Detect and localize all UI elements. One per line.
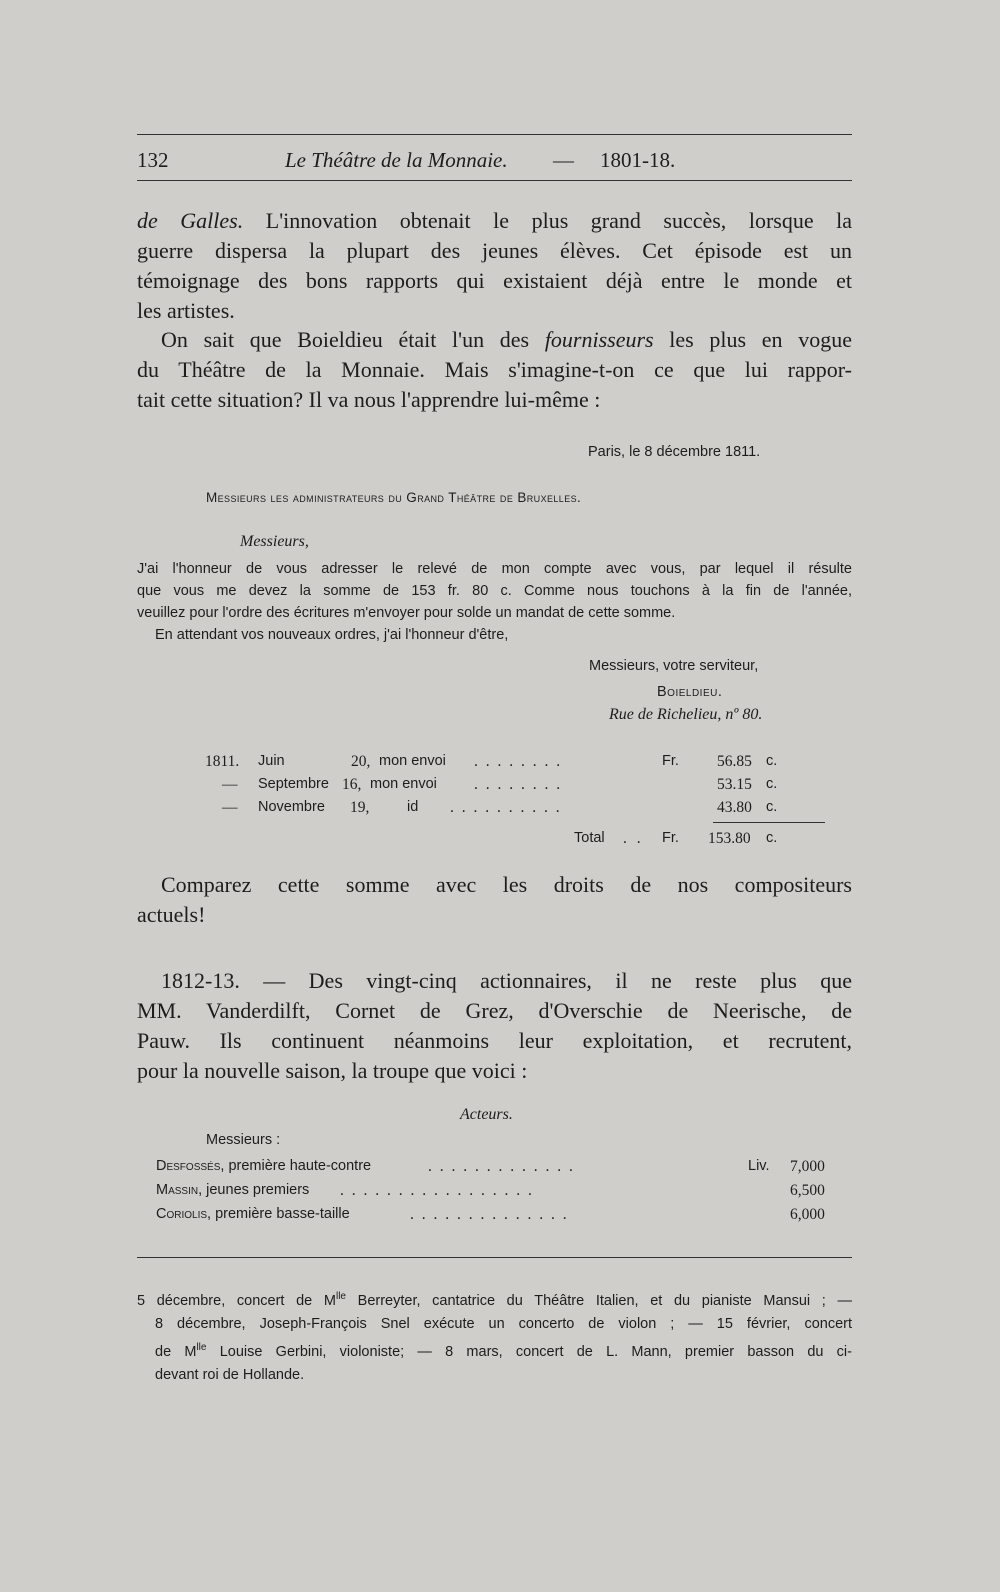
- total-unit: c.: [766, 830, 778, 846]
- letter-body: [137, 558, 852, 646]
- intro-line-1: L'innovation obtenait le plus grand succès, lorsque la: [243, 208, 852, 233]
- troupe-amount: 6,500: [790, 1182, 825, 1199]
- running-title: Le Théâtre de la Monnaie.: [285, 148, 508, 172]
- row-amount: 56.85: [717, 753, 752, 770]
- row-month: Juin: [258, 753, 285, 769]
- row-month: Septembre: [258, 776, 329, 792]
- row-dots: . . . . . . . .: [474, 776, 563, 793]
- troupe-amount: 7,000: [790, 1158, 825, 1175]
- troupe-entry: [156, 1206, 350, 1222]
- troupe-entry: [156, 1182, 309, 1198]
- troupe-dots: . . . . . . . . . . . . .: [428, 1158, 575, 1175]
- row-currency: Fr.: [662, 753, 679, 769]
- actor-role: , première haute-contre: [220, 1158, 372, 1174]
- fn-1-sup: lle: [335, 1291, 346, 1302]
- actor-name: Desfossés: [156, 1158, 221, 1174]
- season-paragraph: [137, 966, 852, 1086]
- fn-4: devant roi de Hollande.: [155, 1366, 305, 1383]
- row-month: Novembre: [258, 799, 325, 815]
- troupe-messieurs: Messieurs :: [206, 1132, 281, 1148]
- letter-place-date: Paris, le 8 décembre 1811.: [588, 444, 761, 460]
- row-day: 20,: [351, 753, 371, 770]
- fn-3a: de M: [155, 1343, 197, 1360]
- letter-closing: Messieurs, votre serviteur,: [589, 658, 759, 674]
- troupe-entry: [156, 1158, 371, 1174]
- header-top-rule: [137, 134, 852, 135]
- actor-role: , première basse-taille: [207, 1206, 350, 1222]
- actor-name: Massin: [156, 1182, 199, 1198]
- boieldieu-paragraph: [137, 325, 852, 415]
- footnote-rule: [137, 1257, 852, 1258]
- letter-address-line: Rue de Richelieu, nº 80.: [609, 706, 763, 723]
- intro-paragraph: [137, 206, 852, 326]
- header-bottom-rule: [137, 180, 852, 181]
- total-rule: [713, 822, 825, 823]
- running-dash: —: [553, 148, 574, 172]
- p2-line-3: tait cette situation? Il va nous l'apprendre lui-même :: [137, 387, 601, 412]
- row-unit: c.: [766, 776, 778, 792]
- season-line-1: 1812-13. — Des vingt-cinq actionnaires, il ne reste plus que: [161, 968, 852, 993]
- season-line-2: MM. Vanderdilft, Cornet de Grez, d'Overschie de Neerische, de: [137, 998, 852, 1023]
- p2-italic: fournisseurs: [544, 327, 654, 352]
- total-amount: 153.80: [708, 830, 751, 847]
- fn-1b: Berreyter, cantatrice du Théâtre Italien, et du pianiste Mansui ; —: [345, 1292, 852, 1309]
- actor-name: Coriolis: [156, 1206, 208, 1222]
- letter-address: Messieurs les administrateurs du Grand Théâtre de Bruxelles.: [206, 490, 582, 505]
- running-years: 1801-18.: [600, 148, 676, 172]
- page-number: 132: [137, 148, 169, 172]
- fn-1a: 5 décembre, concert de M: [137, 1292, 336, 1309]
- total-label: Total: [574, 830, 605, 846]
- row-year: —: [222, 776, 238, 793]
- troupe-heading: Acteurs.: [460, 1106, 513, 1123]
- row-year: 1811.: [205, 753, 240, 770]
- row-day: 16,: [342, 776, 362, 793]
- letter-signature: Boieldieu.: [657, 684, 723, 700]
- letter-body-1: J'ai l'honneur de vous adresser le relevé de mon compte avec vous, par lequel il résulte: [137, 561, 852, 577]
- total-currency: Fr.: [662, 830, 679, 846]
- letter-body-3: veuillez pour l'ordre des écritures m'envoyer pour solde un mandat de cette somme.: [137, 605, 676, 621]
- row-unit: c.: [766, 753, 778, 769]
- compare-line-2: actuels!: [137, 902, 206, 927]
- row-desc: mon envoi: [379, 753, 446, 769]
- row-desc: id: [407, 799, 419, 815]
- p2-line-1a: On sait que Boieldieu était l'un des: [161, 327, 545, 352]
- season-line-3: Pauw. Ils continuent néanmoins leur exploitation, et recrutent,: [137, 1028, 852, 1053]
- row-dots: . . . . . . . . . .: [450, 799, 562, 816]
- season-line-4: pour la nouvelle saison, la troupe que voici :: [137, 1058, 528, 1083]
- letter-body-2: que vous me devez la somme de 153 fr. 80 c. Comme nous touchons à la fin de l'année,: [137, 583, 852, 599]
- row-year: —: [222, 799, 238, 816]
- troupe-dots: . . . . . . . . . . . . . .: [410, 1206, 569, 1223]
- intro-line-2: guerre dispersa la plupart des jeunes élèves. Cet épisode est un: [137, 238, 852, 263]
- total-dots: . .: [623, 830, 644, 847]
- actor-role: , jeunes premiers: [198, 1182, 310, 1198]
- p2-line-2: du Théâtre de la Monnaie. Mais s'imagine-t-on ce que lui rappor-: [137, 357, 852, 382]
- intro-line-3: témoignage des bons rapports qui existaient déjà entre le monde et: [137, 268, 852, 293]
- compare-paragraph: [137, 870, 852, 930]
- p2-line-1b: les plus en vogue: [653, 327, 852, 352]
- row-desc: mon envoi: [370, 776, 437, 792]
- intro-italic: de Galles.: [137, 208, 244, 233]
- intro-line-4: les artistes.: [137, 298, 235, 323]
- compare-line-1: Comparez cette somme avec les droits de nos compositeurs: [161, 872, 852, 897]
- troupe-amount: 6,000: [790, 1206, 825, 1223]
- troupe-dots: . . . . . . . . . . . . . . . . .: [340, 1182, 534, 1199]
- row-amount: 43.80: [717, 799, 752, 816]
- fn-2: 8 décembre, Joseph-François Snel exécute un concerto de violon ; — 15 février, concert: [155, 1315, 852, 1332]
- fn-3b: Louise Gerbini, violoniste; — 8 mars, concert de L. Mann, premier basson du ci-: [206, 1343, 852, 1360]
- row-amount: 53.15: [717, 776, 752, 793]
- troupe-currency: Liv.: [748, 1158, 770, 1174]
- row-dots: . . . . . . . .: [474, 753, 563, 770]
- footnote: [137, 1285, 852, 1387]
- fn-3-sup: lle: [196, 1341, 207, 1353]
- letter-body-4: En attendant vos nouveaux ordres, j'ai l'honneur d'être,: [155, 627, 509, 643]
- letter-salutation: Messieurs,: [240, 533, 309, 550]
- row-unit: c.: [766, 799, 778, 815]
- row-day: 19,: [350, 799, 370, 816]
